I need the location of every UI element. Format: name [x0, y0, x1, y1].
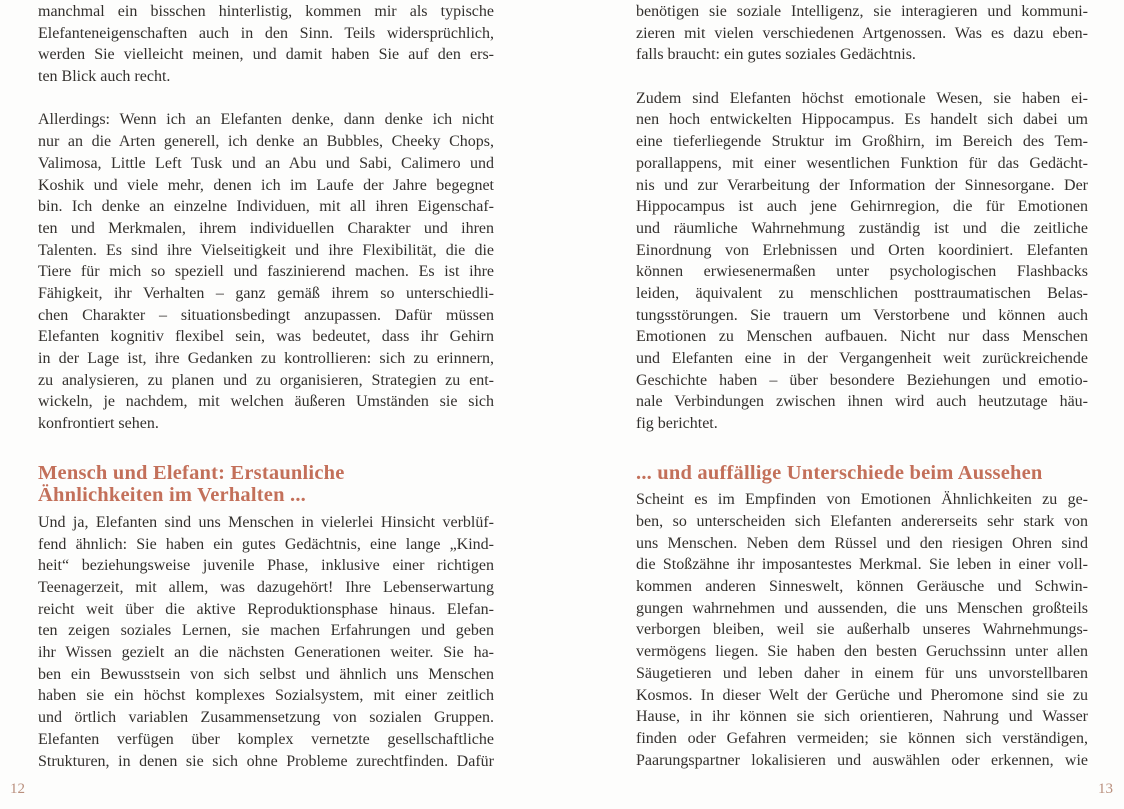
text-line: eine tieferliegende Struktur im Großhirn, im Bereich des Tem- — [636, 133, 1088, 151]
paragraph — [38, 1, 494, 88]
text-line: fend ähnlich: Sie haben ein gutes Gedächtnis, eine lange „Kind- — [38, 535, 494, 553]
text-line: Scheint es im Empfinden von Emotionen Ähnlichkeiten zu ge- — [636, 491, 1088, 509]
section-heading — [38, 462, 494, 507]
text-line: Paarungspartner lokalisieren und auswählen oder erkennen, wie — [636, 751, 1088, 769]
text-line: leiden, äquivalent zu menschlichen posttraumatischen Belas- — [636, 284, 1088, 302]
heading-line: Ähnlichkeiten im Verhalten ... — [38, 484, 306, 507]
text-line: manchmal ein bisschen hinterlistig, kommen mir als typische — [38, 3, 494, 20]
page-number-right: 13 — [1098, 781, 1113, 797]
text-line: Und ja, Elefanten sind uns Menschen in vielerlei Hinsicht verblüf- — [38, 513, 494, 531]
paragraph — [636, 1, 1088, 66]
text-line: Hause, in ihr können sie sich orientieren, Nahrung und Wasser — [636, 708, 1088, 726]
text-line: Elefanten kognitiv flexibel sein, was bedeutet, dass ihr Gehirn — [38, 328, 494, 346]
text-line: die Stoßzähne ihr imposantestes Merkmal. Sie leben in einer voll- — [636, 556, 1088, 574]
text-line: Zudem sind Elefanten höchst emotionale Wesen, sie haben ei- — [636, 89, 1088, 107]
text-line: reicht weit über die aktive Reproduktionsphase hinaus. Elefan- — [38, 600, 494, 618]
paragraph — [636, 489, 1088, 771]
text-line: Valimosa, Little Left Tusk und an Abu und Sabi, Calimero und — [38, 154, 494, 172]
text-line: ten Blick auch recht. — [38, 68, 171, 86]
text-line: benötigen sie soziale Intelligenz, sie interagieren und kommuni- — [636, 3, 1088, 20]
page-number-left: 12 — [10, 781, 25, 797]
text-line: fig berichtet. — [636, 415, 718, 433]
text-line: Hippocampus ist auch jene Gehirnregion, die für Emotionen — [636, 198, 1088, 216]
text-line: chen Charakter – situationsbedingt anzupassen. Dafür müssen — [38, 306, 494, 324]
left-page-text-column — [38, 1, 494, 772]
text-line: Talenten. Es sind ihre Vielseitigkeit und ihre Flexibilität, die die — [38, 241, 494, 259]
text-line: Kosmos. In dieser Welt der Gerüche und Pheromone sind sie zu — [636, 686, 1088, 704]
text-line: gungen wahrnehmen und aussenden, die uns Menschen großteils — [636, 599, 1088, 617]
heading-line: Mensch und Elefant: Erstaunliche — [38, 461, 345, 484]
text-line: heit“ beziehungsweise juvenile Phase, inklusive einer richtigen — [38, 557, 494, 575]
text-line: nen hoch entwickelten Hippocampus. Es handelt sich dabei um — [636, 111, 1088, 129]
text-line: ten zeigen soziales Lernen, sie machen Erfahrungen und geben — [38, 622, 494, 640]
text-line: und Elefanten eine in der Vergangenheit weit zurückreichende — [636, 350, 1088, 367]
text-line: nis und zur Verarbeitung der Information der Sinnesorgane. Der — [636, 176, 1088, 194]
paragraph — [38, 109, 494, 434]
text-line: wickeln, je nachdem, mit welchen äußeren Umständen sie sich — [38, 393, 494, 411]
text-line: falls braucht: ein gutes soziales Gedächtnis. — [636, 46, 916, 64]
text-line: Säugetieren und leben daher in einem für uns unvorstellbaren — [636, 664, 1088, 682]
text-line: Geschichte haben – über besondere Beziehungen und emotio- — [636, 371, 1088, 389]
text-line: porallappens, mit einer wesentlichen Funktion für das Gedächt- — [636, 154, 1088, 172]
text-line: konfrontiert sehen. — [38, 415, 159, 433]
text-line: haben sie ein höchst komplexes Sozialsystem, mit einer zeitlich — [38, 687, 494, 705]
text-line: werden Sie vielleicht meinen, und damit haben Sie auf den ers- — [38, 46, 494, 64]
text-line: tungsstörungen. Sie trauern um Verstorbene und können auch — [636, 306, 1088, 324]
text-line: Strukturen, in denen sie sich ohne Probleme zurechtfinden. Dafür — [38, 752, 494, 770]
text-line: Elefanteneigenschaften auch in den Sinn. Teils widersprüchlich, — [38, 24, 494, 42]
text-line: bin. Ich denke an einzelne Individuen, mit all ihren Eigenschaf- — [38, 198, 494, 216]
text-line: ben, so unterscheiden sich Elefanten andererseits sehr stark von — [636, 513, 1088, 531]
text-line: können erwiesenermaßen unter psychologischen Flashbacks — [636, 263, 1088, 281]
text-line: ben ein Bewusstsein von sich selbst und ähnlich uns Menschen — [38, 665, 494, 683]
text-line: in der Lage ist, ihre Gedanken zu kontrollieren: sich zu erinnern, — [38, 350, 494, 367]
text-line: Allerdings: Wenn ich an Elefanten denke, dann denke ich nicht — [38, 111, 494, 129]
text-line: Teenagerzeit, mit allem, was dazugehört! Ihre Lebenserwartung — [38, 579, 494, 596]
text-line: und örtlich variablen Zusammensetzung von sozialen Gruppen. — [38, 709, 494, 727]
text-line: Emotionen zu Menschen aufbauen. Nicht nur dass Menschen — [636, 328, 1088, 346]
text-line: Einordnung von Erlebnissen und Orten koordiniert. Elefanten — [636, 241, 1088, 259]
section-heading — [636, 462, 1088, 485]
text-line: uns Menschen. Neben dem Rüssel und den riesigen Ohren sind — [636, 534, 1088, 552]
text-line: Elefanten verfügen über komplex vernetzte gesellschaftliche — [38, 730, 494, 748]
text-line: nale Verbindungen zwischen ihnen wird auch heutzutage häu- — [636, 393, 1088, 411]
text-line: verborgen bleiben, weil sie außerhalb unseres Wahrnehmungs- — [636, 621, 1088, 639]
paragraph — [636, 88, 1088, 435]
text-line: Fähigkeit, ihr Verhalten – ganz gemäß ihrem so unterschiedli- — [38, 284, 494, 302]
text-line: zieren mit vielen verschiedenen Artgenossen. Was es dazu eben- — [636, 24, 1088, 42]
paragraph — [38, 512, 494, 772]
text-line: vermögens liegen. Sie haben den besten Geruchssinn unter allen — [636, 643, 1088, 661]
text-line: und räumliche Wahrnehmung zuständig ist und die zeitliche — [636, 219, 1088, 237]
text-line: ihr Wissen gezielt an die nächsten Generationen weiter. Sie ha- — [38, 644, 494, 662]
text-line: ten und Merkmalen, ihrem individuellen Charakter und ihren — [38, 219, 494, 237]
text-line: kommen anderen Sinneswelt, können Geräusche und Schwin- — [636, 578, 1088, 596]
heading-line: ... und auffällige Unterschiede beim Aussehen — [636, 461, 1043, 484]
right-page-text-column — [636, 1, 1088, 771]
text-line: Tiere für mich so speziell und faszinierend machen. Es ist ihre — [38, 263, 494, 281]
text-line: nur an die Arten generell, ich denke an Bubbles, Cheeky Chops, — [38, 133, 494, 151]
text-line: Koshik und viele mehr, denen ich im Laufe der Jahre begegnet — [38, 176, 494, 194]
text-line: zu analysieren, zu planen und zu organisieren, Strategien zu ent- — [38, 371, 494, 389]
text-line: finden oder Gefahren vermeiden; sie können sich verständigen, — [636, 729, 1088, 747]
